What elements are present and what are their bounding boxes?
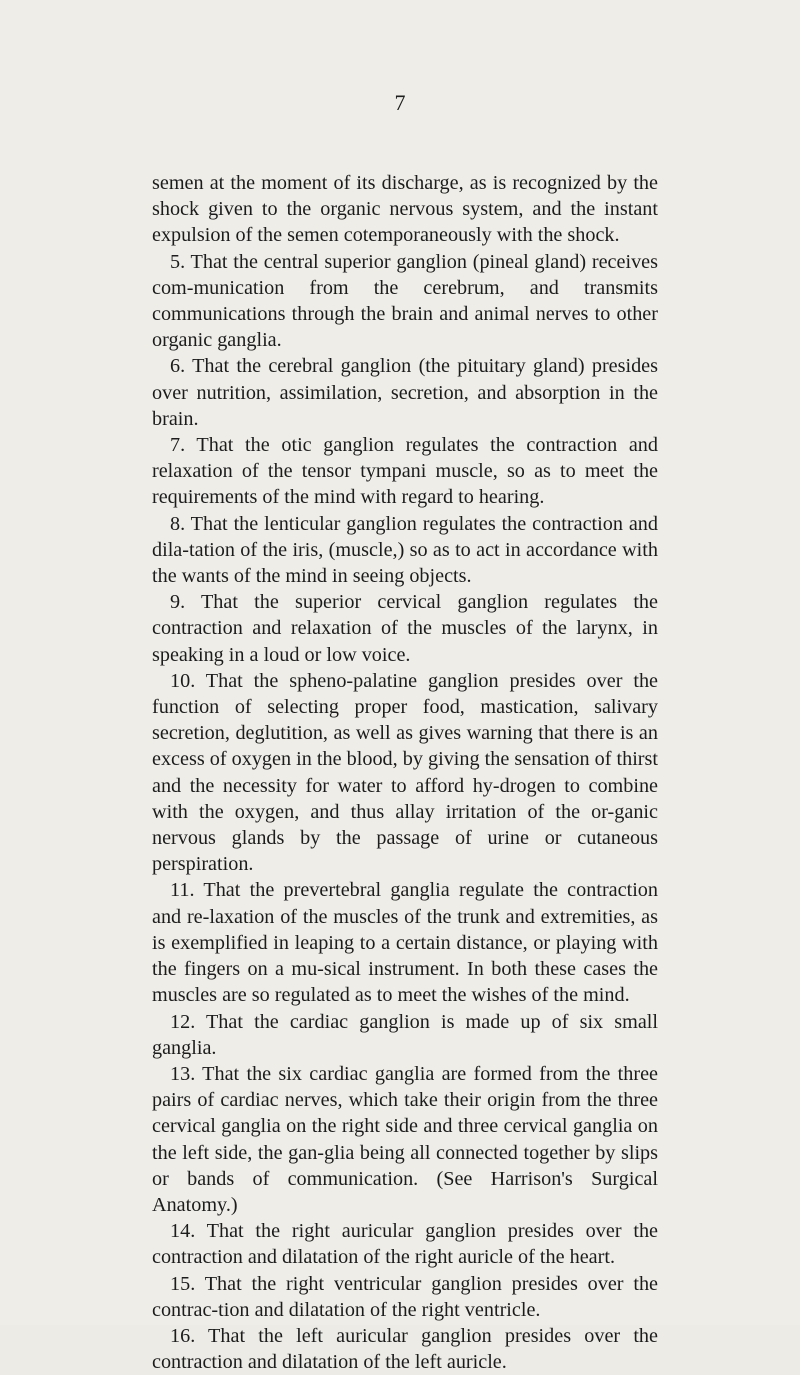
page-number: 7	[394, 90, 406, 115]
paragraph-item-6: 6. That the cerebral ganglion (the pituitary gland) presides over nutrition, assimilation, secretion, and absorption in the brain.	[152, 355, 658, 430]
paragraph-continuation: semen at the moment of its discharge, as is recognized by the shock given to the organic nervous system, and the instant expulsion of the semen cotemporaneously with the shock.	[152, 172, 658, 247]
paragraph-item-10: 10. That the spheno-palatine ganglion presides over the function of selecting proper food, mastication, salivary secretion, deglutition, as well as gives warning that there is an excess of oxygen in the blood, by giving the sensation of thirst and the necessity for water to afford hy-drogen to combine with the oxygen, and thus allay irritation of the or-ganic nervous glands by the passage of urine or cutaneous perspiration.	[152, 669, 658, 876]
paragraph-item-12: 12. That the cardiac ganglion is made up of six small ganglia.	[152, 1010, 658, 1059]
paragraph-item-5: 5. That the central superior ganglion (pineal gland) receives com-munication from the cerebrum, and transmits communications through the brain and animal nerves to other organic ganglia.	[152, 250, 658, 352]
paragraph-item-15: 15. That the right ventricular ganglion presides over the contrac-tion and dilatation of the right ventricle.	[152, 1272, 658, 1321]
body-text	[152, 170, 658, 1375]
paragraph-item-9: 9. That the superior cervical ganglion regulates the contraction and relaxation of the muscles of the larynx, in speaking in a loud or low voice.	[152, 591, 658, 666]
paragraph-item-14: 14. That the right auricular ganglion presides over the contraction and dilatation of the right auricle of the heart.	[152, 1220, 658, 1269]
paragraph-item-7: 7. That the otic ganglion regulates the contraction and relaxation of the tensor tympani muscle, so as to meet the requirements of the mind with regard to hearing.	[152, 434, 658, 509]
paragraph-item-13: 13. That the six cardiac ganglia are formed from the three pairs of cardiac nerves, which take their origin from the three cervical ganglia on the right side and three cervical ganglia on the left side, the gan-glia being all connected together by slips or bands of communication. (See Harrison's Surgical Anatomy.)	[152, 1062, 658, 1216]
paragraph-item-11: 11. That the prevertebral ganglia regulate the contraction and re-laxation of the muscles of the trunk and extremities, as is exemplified in leaping to a certain distance, or playing with the fingers on a mu-sical instrument. In both these cases the muscles are so regulated as to meet the wishes of the mind.	[152, 879, 658, 1007]
paragraph-item-16: 16. That the left auricular ganglion presides over the contraction and dilatation of the left auricle.	[152, 1324, 658, 1374]
paragraph-item-8: 8. That the lenticular ganglion regulates the contraction and dila-tation of the iris, (muscle,) so as to act in accordance with the wants of the mind in seeing objects.	[152, 512, 658, 588]
